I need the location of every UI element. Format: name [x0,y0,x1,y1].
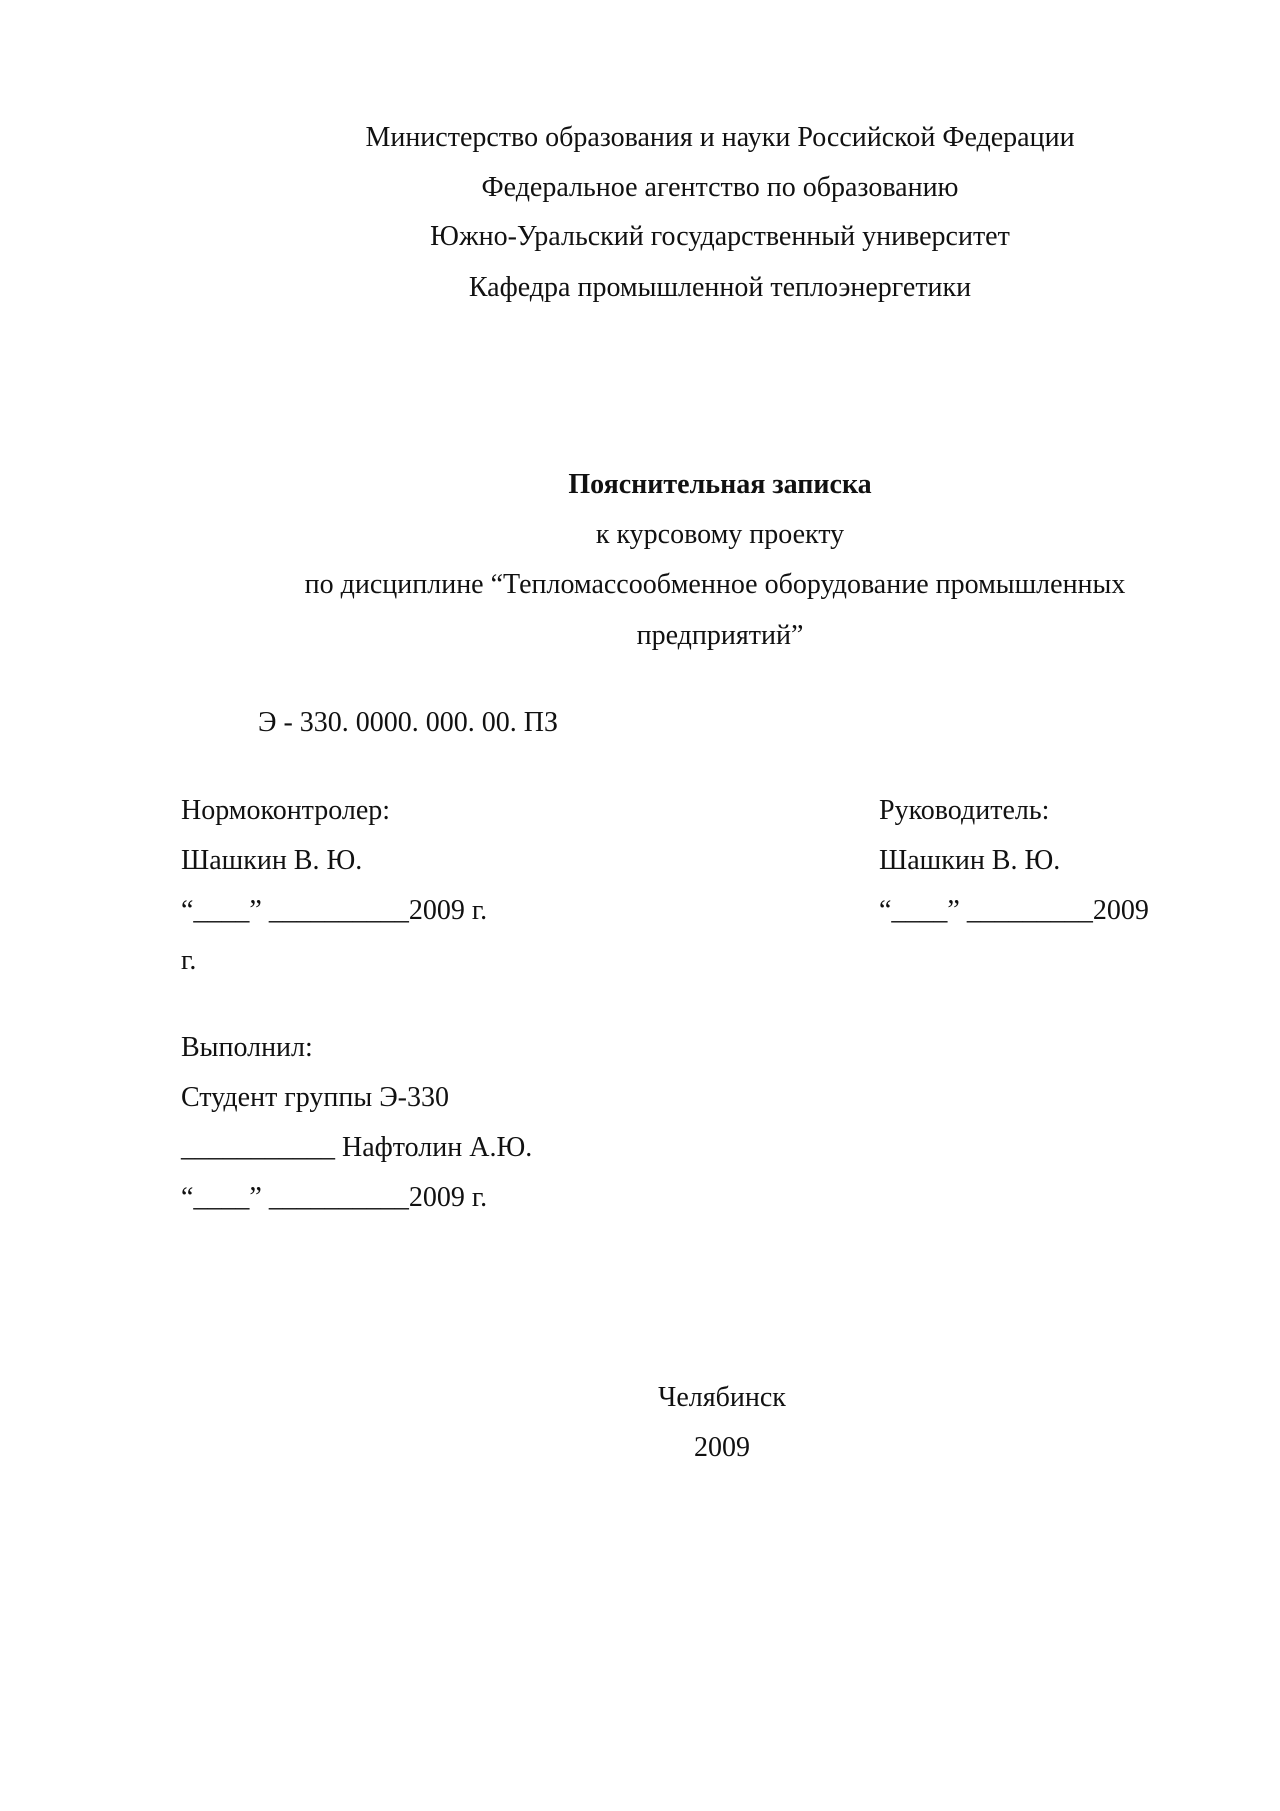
document-title: Пояснительная записка [568,469,872,500]
discipline-line-1: по дисциплине “Тепломассообменное оборудование промышленных [304,569,1126,600]
supervisor-date: “____” _________2009 [879,895,1149,926]
executor-group: Студент группы Э-330 [181,1082,450,1113]
department-heading: Кафедра промышленной теплоэнергетики [468,272,972,303]
supervisor-name: Шашкин В. Ю. [879,845,1061,876]
agency-heading: Федеральное агентство по образованию [481,172,959,203]
footer-city: Челябинск [658,1382,786,1413]
document-subtitle: к курсовому проекту [595,519,845,550]
document-code: Э - 330. 0000. 000. 00. ПЗ [258,707,559,738]
normocontroller-label: Нормоконтролер: [181,795,391,826]
university-heading: Южно-Уральский государственный университет [430,221,1010,252]
normocontroller-name: Шашкин В. Ю. [181,845,363,876]
normocontroller-date: “____” __________2009 г. [181,895,488,926]
normocontroller-date-wrap: г. [181,945,197,976]
executor-date: “____” __________2009 г. [181,1182,488,1213]
executor-label: Выполнил: [181,1032,313,1063]
supervisor-label: Руководитель: [879,795,1050,826]
footer-year: 2009 [694,1432,750,1463]
discipline-line-2: предприятий” [636,620,804,651]
executor-signature: ___________ Нафтолин А.Ю. [181,1132,533,1163]
ministry-heading: Министерство образования и науки Российской Федерации [365,122,1075,153]
